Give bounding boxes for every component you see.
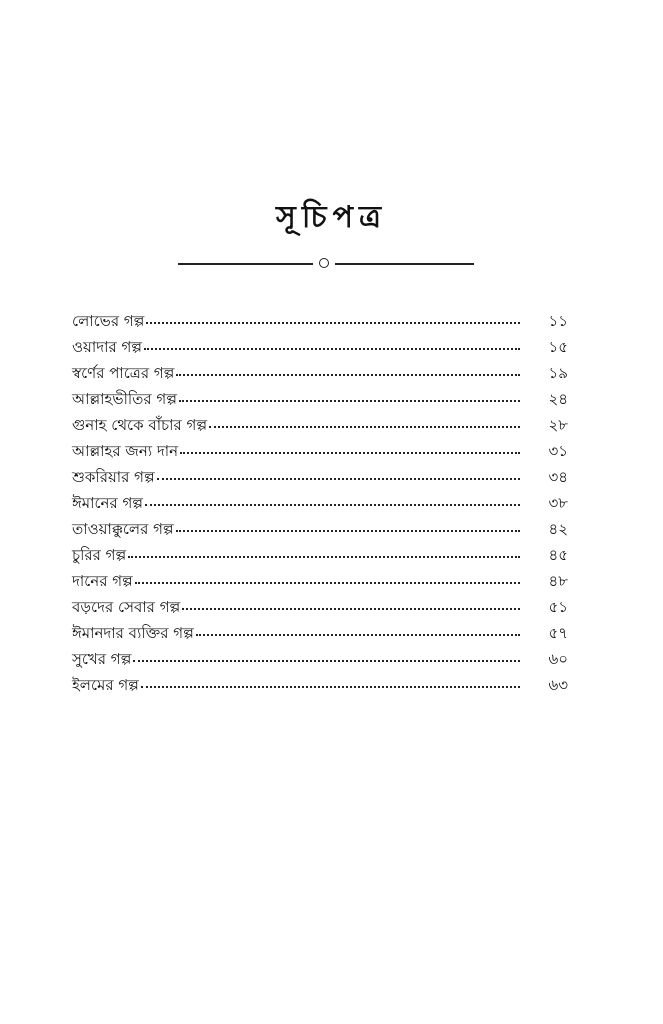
toc-entry-title: তাওয়াক্কুলের গল্প [72,520,174,538]
toc-entry-page: ৬০ [548,650,568,668]
toc-leader-dots [180,442,520,454]
toc-entry-title: বড়দের সেবার গল্প [72,598,181,616]
toc-entry [72,438,568,464]
toc-entry-page: ১১ [548,312,568,330]
toc-leader-dots [179,390,520,402]
ornament-rule-left [178,263,313,265]
toc-entry-title: আল্লাহর জন্য দান [72,442,179,460]
toc-leader-dots [128,546,520,558]
toc-entry [72,620,568,646]
toc-entry-page: ৫১ [548,598,568,616]
toc-entry-page: ১৯ [548,364,568,382]
toc-leader-dots [176,364,520,376]
toc-leader-dots [196,624,520,636]
toc-entry [72,360,568,386]
toc-entry [72,516,568,542]
toc-entry-title: ঈমানের গল্প [72,494,144,512]
toc-entry-page: ৪৫ [548,546,568,564]
toc-entry [72,568,568,594]
toc-leader-dots [176,520,520,532]
toc-leader-dots [135,572,520,584]
toc-entry-title: ইলমের গল্প [72,676,139,694]
page-title: সূচিপত্র [276,200,387,235]
ornament-rule-right [335,263,474,265]
toc-entry-page: ৫৭ [548,624,568,642]
toc-entry-title: ওয়াদার গল্প [72,338,143,356]
toc-leader-dots [146,312,520,324]
toc-entry [72,412,568,438]
table-of-contents [72,308,568,698]
toc-entry-page: ২৮ [548,416,568,434]
toc-entry-page: ৩৮ [548,494,568,512]
toc-entry-title: স্বর্ণের পাত্রের গল্প [72,364,175,382]
toc-entry [72,490,568,516]
toc-leader-dots [145,494,520,506]
toc-leader-dots [157,468,520,480]
toc-entry [72,542,568,568]
toc-leader-dots [133,650,520,662]
toc-entry-title: লোভের গল্প [72,312,145,330]
toc-entry [72,646,568,672]
toc-entry [72,672,568,698]
toc-leader-dots [182,598,520,610]
toc-entry-page: ৩১ [548,442,568,460]
toc-entry [72,386,568,412]
toc-leader-dots [144,338,520,350]
toc-entry [72,334,568,360]
toc-entry [72,464,568,490]
toc-leader-dots [209,416,520,428]
toc-entry-page: ৪৮ [548,572,568,590]
toc-entry-page: ৩৪ [548,468,568,486]
toc-entry-title: ঈমানদার ব্যক্তির গল্প [72,624,194,642]
toc-entry-page: ১৫ [548,338,568,356]
ornament-circle-icon [319,258,329,268]
toc-entry-page: ২৪ [548,390,568,408]
title-ornament [178,258,474,270]
toc-entry-title: শুকরিয়ার গল্প [72,468,155,486]
toc-entry-title: দানের গল্প [72,572,133,590]
toc-entry-title: গুনাহ থেকে বাঁচার গল্প [72,416,208,434]
toc-entry [72,594,568,620]
toc-entry-page: ৬৩ [548,676,568,694]
toc-entry-title: সুখের গল্প [72,650,132,668]
toc-entry-title: চুরির গল্প [72,546,127,564]
toc-entry-title: আল্লাহভীতির গল্প [72,390,177,408]
toc-entry-page: ৪২ [548,520,568,538]
toc-entry [72,308,568,334]
toc-leader-dots [141,676,520,688]
